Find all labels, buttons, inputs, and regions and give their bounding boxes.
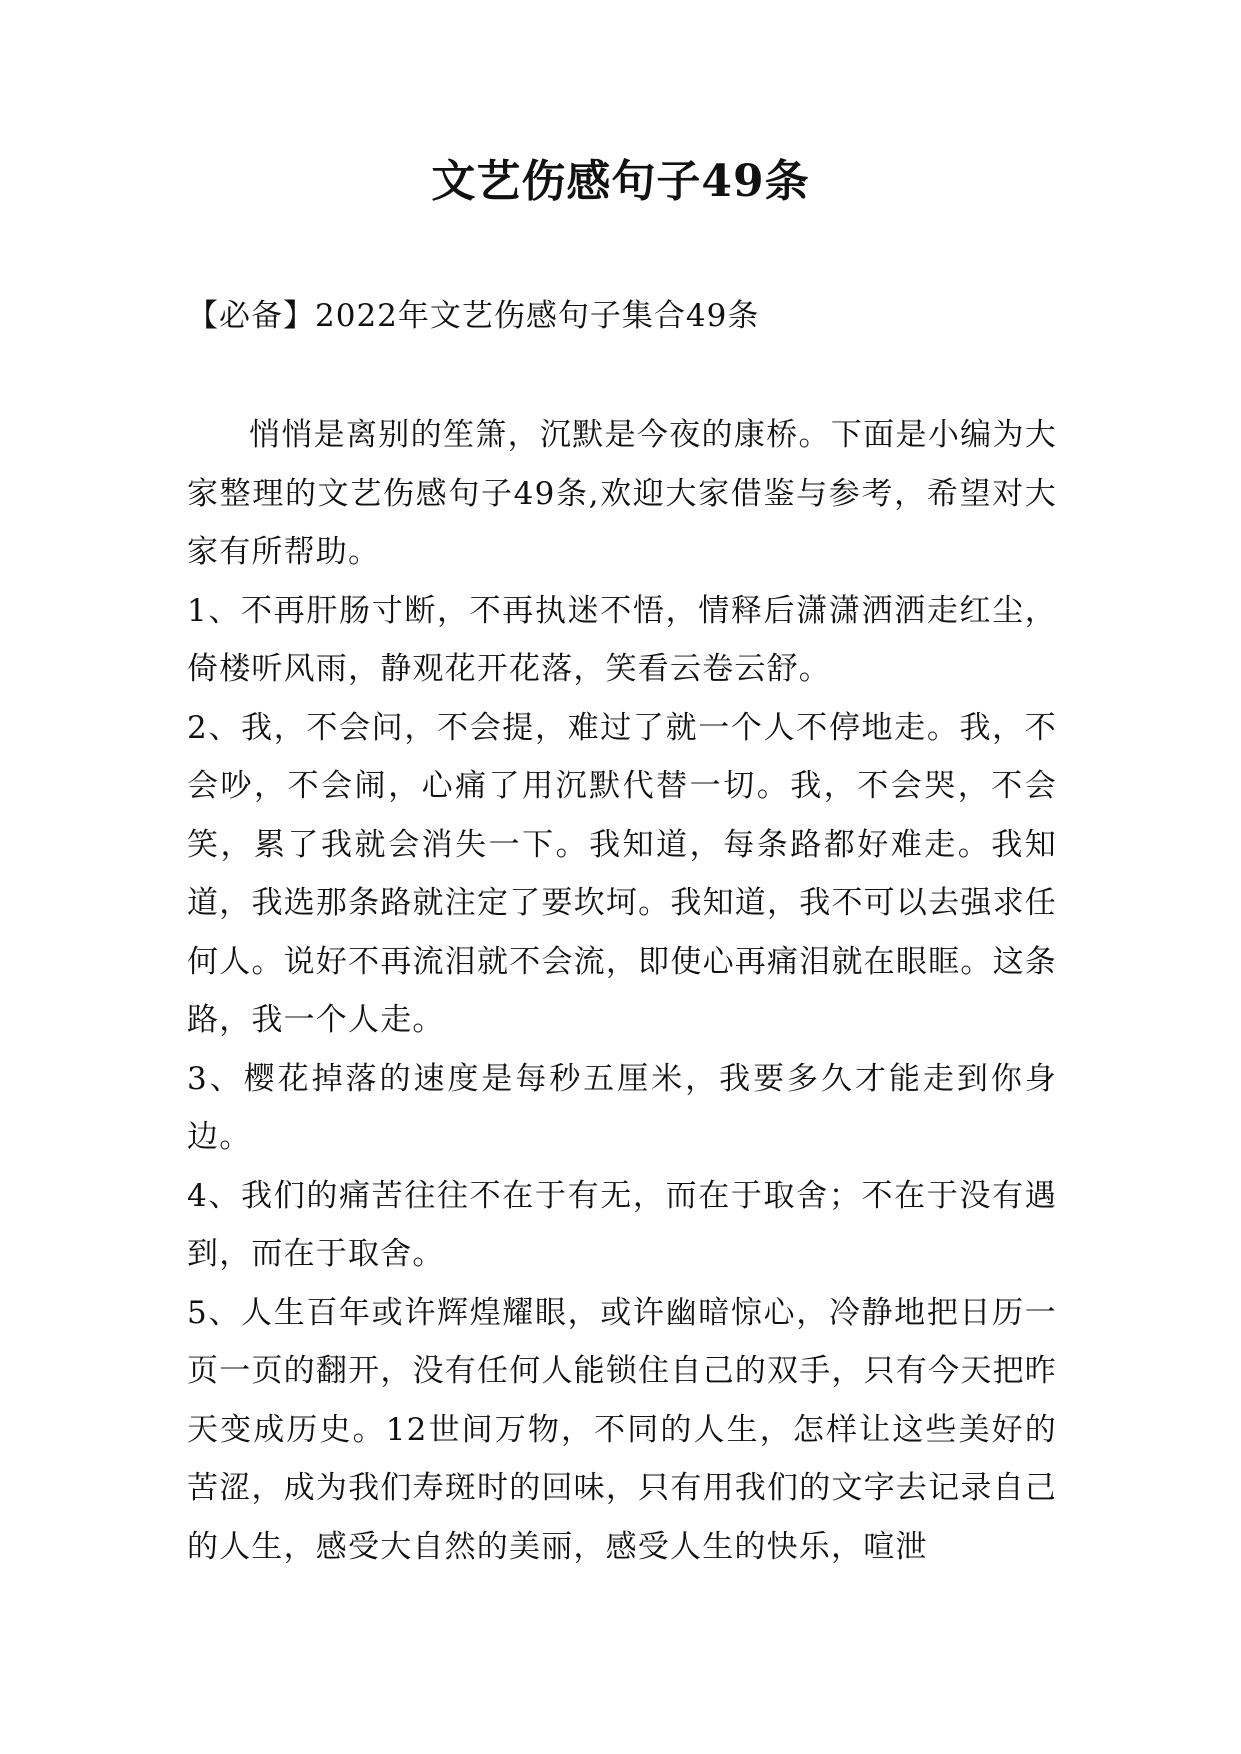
- list-item: 2、我，不会问，不会提，难过了就一个人不停地走。我，不会吵，不会闹，心痛了用沉默代替一切。我，不会哭，不会笑，累了我就会消失一下。我知道，每条路都好难走。我知道，我选那条路就注定了要坎坷。我知道，我不可以去强求任何人。说好不再流泪就不会流，即使心再痛泪就在眼眶。这条路，我一个人走。: [187, 709, 1057, 1038]
- list-item: 3、樱花掉落的速度是每秒五厘米，我要多久才能走到你身边。: [187, 1060, 1057, 1155]
- document-title: 文艺伤感句子49条: [431, 156, 810, 207]
- intro-paragraph: 悄悄是离别的笙箫，沉默是今夜的康桥。下面是小编为大家整理的文艺伤感句子49条,欢迎大家借鉴与参考，希望对大家有所帮助。: [187, 417, 1057, 570]
- list-item: 4、我们的痛苦往往不在于有无，而在于取舍；不在于没有遇到，而在于取舍。: [187, 1177, 1057, 1272]
- document-body: [187, 406, 1057, 1576]
- list-item: 1、不再肝肠寸断，不再执迷不悟，情释后潇潇洒洒走红尘，倚楼听风雨，静观花开花落，笑看云卷云舒。: [187, 592, 1057, 687]
- document-subtitle: 【必备】2022年文艺伤感句子集合49条: [187, 298, 760, 334]
- list-item: 5、人生百年或许辉煌耀眼，或许幽暗惊心，冷静地把日历一页一页的翻开，没有任何人能锁住自己的双手，只有今天把昨天变成历史。12世间万物，不同的人生，怎样让这些美好的苦涩，成为我们寿斑时的回味，只有用我们的文字去记录自己的人生，感受大自然的美丽，感受人生的快乐，喧泄: [187, 1294, 1057, 1565]
